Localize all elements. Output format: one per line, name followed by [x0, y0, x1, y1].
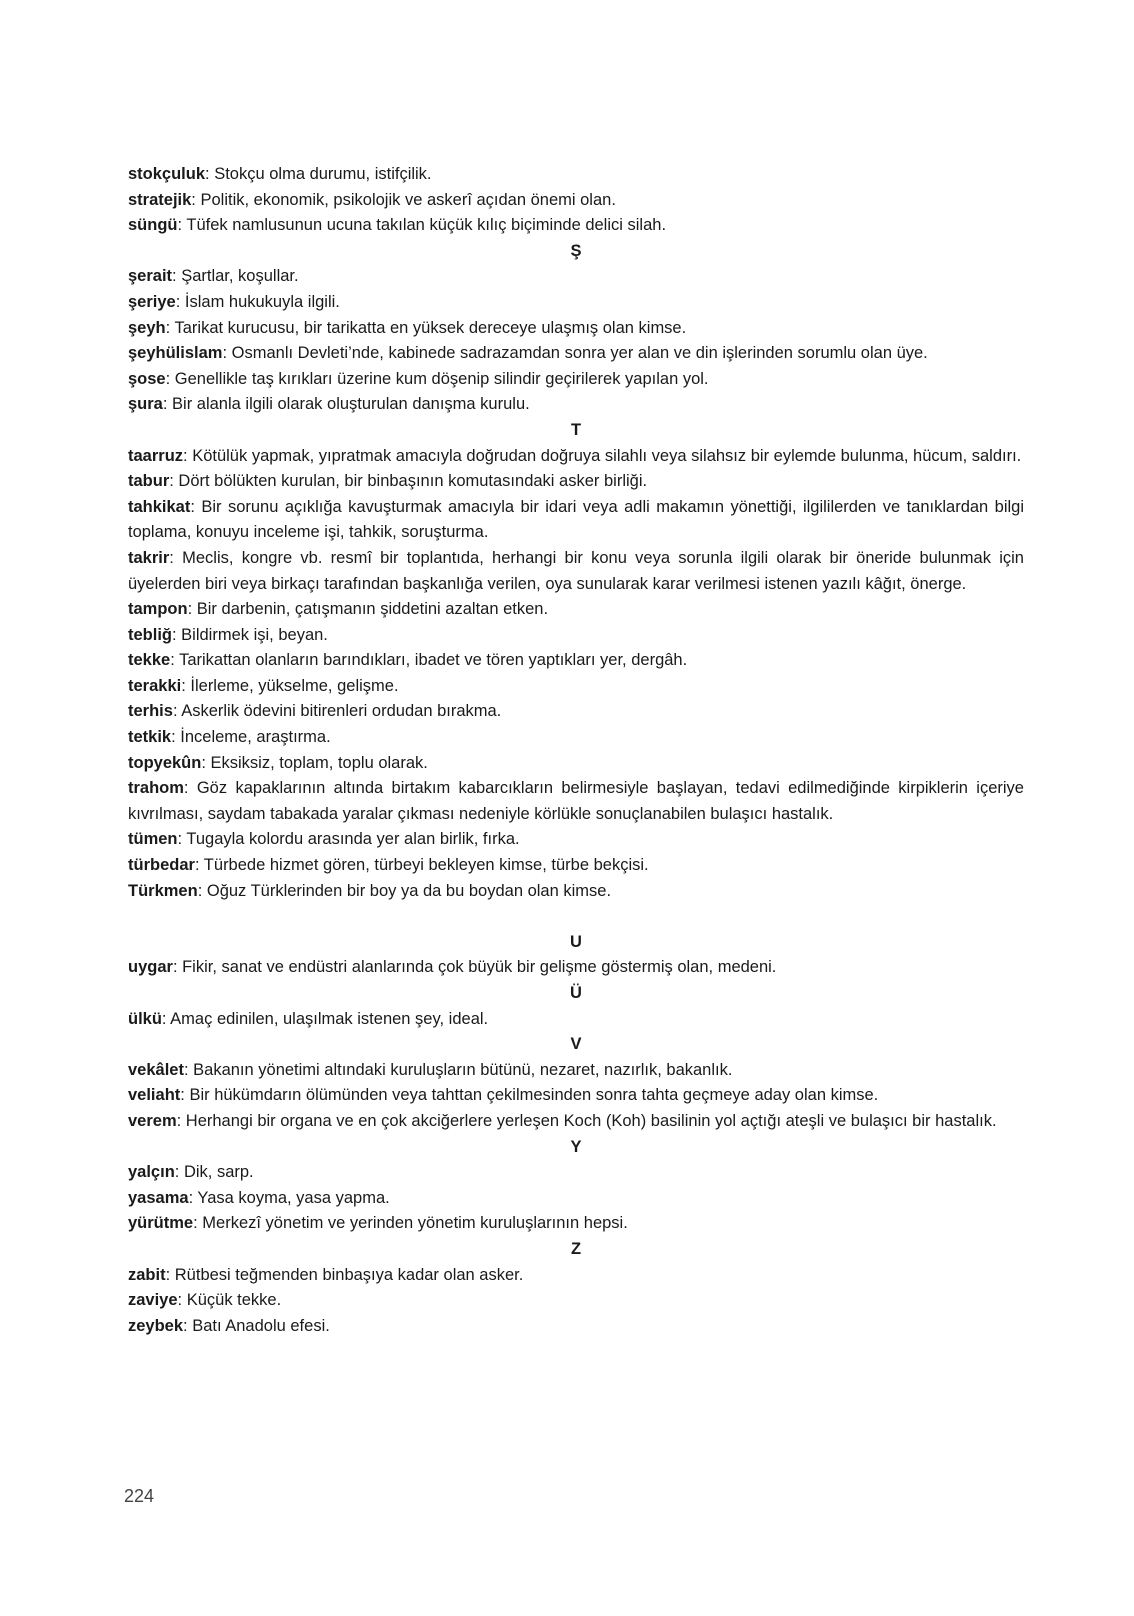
glossary-entry	[128, 546, 1024, 597]
glossary-term: Türkmen	[128, 881, 198, 900]
glossary-term: takrir	[128, 548, 170, 567]
glossary-entry	[128, 955, 1024, 981]
glossary-entry	[128, 1186, 1024, 1212]
glossary-entry	[128, 1263, 1024, 1289]
glossary-entry	[128, 188, 1024, 214]
glossary-entry	[128, 674, 1024, 700]
glossary-entry	[128, 699, 1024, 725]
glossary-term: tebliğ	[128, 625, 172, 644]
glossary-definition: : Tarikat kurucusu, bir tarikatta en yüksek dereceye ulaşmış olan kimse.	[165, 318, 687, 337]
glossary-definition: : Tarikattan olanların barındıkları, ibadet ve tören yaptıkları yer, dergâh.	[170, 651, 688, 670]
glossary-term: topyekûn	[128, 753, 202, 772]
glossary-term: tabur	[128, 472, 170, 491]
glossary-entry	[128, 264, 1024, 290]
glossary-definition: : Askerlik ödevini bitirenleri ordudan bırakma.	[172, 702, 502, 721]
glossary-entry	[128, 597, 1024, 623]
glossary-term: zabit	[128, 1265, 166, 1284]
glossary-definition: : Amaç edinilen, ulaşılmak istenen şey, ideal.	[161, 1009, 489, 1028]
glossary-entry	[128, 290, 1024, 316]
glossary-entry	[128, 853, 1024, 879]
glossary-term: yasama	[128, 1188, 189, 1207]
glossary-definition: : Osmanlı Devleti’nde, kabinede sadrazamdan sonra yer alan ve din işlerinden sorumlu olan üye.	[222, 344, 928, 363]
glossary-definition: : İlerleme, yükselme, gelişme.	[181, 676, 399, 695]
glossary-entry	[128, 1007, 1024, 1033]
glossary-definition: : İslam hukukuyla ilgili.	[175, 292, 340, 311]
glossary-definition: : Göz kapaklarının altında birtakım kabarcıkların belirmesiyle başlayan, tedavi edilmediğinde kirpiklerin içeriye kıvrılması, saydam tabakada yaralar çıkması nedeniyle körlükle sonuçlanabilen bulaşıcı hastalık.	[128, 779, 1024, 823]
glossary-definition: : Bir darbenin, çatışmanın şiddetini azaltan etken.	[187, 600, 549, 619]
glossary-definition: : İnceleme, araştırma.	[171, 728, 331, 747]
glossary-entry	[128, 1109, 1024, 1135]
glossary-term: türbedar	[128, 856, 195, 875]
glossary-entry	[128, 776, 1024, 827]
glossary-term: zeybek	[128, 1316, 184, 1335]
glossary-definition: : Bir sorunu açıklığa kavuşturmak amacıyla bir idari veya adli makamın yönettiği, ilgililerden ve tanıklardan bilgi toplama, konuyu inceleme işi, tahkik, soruşturma.	[128, 497, 1024, 542]
glossary-entry	[128, 392, 1024, 418]
glossary-definition: : Herhangi bir organa ve en çok akciğerlere yerleşen Koch (Koh) basilinin yol açtığı ateşli ve bulaşıcı bir hastalık.	[176, 1111, 997, 1130]
glossary-term: şerait	[128, 267, 173, 286]
glossary-definition: : Yasa koyma, yasa yapma.	[188, 1188, 390, 1207]
glossary-term: uygar	[128, 958, 173, 977]
glossary-entry	[128, 162, 1024, 188]
glossary-definition: : Tugayla kolordu arasında yer alan birlik, fırka.	[177, 830, 520, 849]
section-spacer	[128, 904, 1024, 930]
glossary-entry	[128, 725, 1024, 751]
glossary-definition: : Küçük tekke.	[177, 1291, 282, 1310]
glossary-term: terhis	[128, 702, 173, 721]
glossary-term: trahom	[128, 779, 184, 798]
glossary-definition: : Genellikle taş kırıkları üzerine kum döşenip silindir geçirilerek yapılan yol.	[165, 369, 709, 388]
glossary-term: tetkik	[128, 728, 172, 747]
glossary-term: şura	[128, 395, 163, 414]
glossary-definition: : Tüfek namlusunun ucuna takılan küçük kılıç biçiminde delici silah.	[177, 216, 667, 235]
glossary-definition: : Politik, ekonomik, psikolojik ve askerî açıdan önemi olan.	[191, 190, 616, 209]
glossary-entry	[128, 469, 1024, 495]
glossary-definition: : Bakanın yönetimi altındaki kuruluşların bütünü, nezaret, nazırlık, bakanlık.	[183, 1060, 733, 1079]
glossary	[128, 162, 1024, 1339]
glossary-term: vekâlet	[128, 1060, 184, 1079]
section-letter-heading: Z	[570, 1239, 582, 1258]
glossary-entry	[128, 367, 1024, 393]
glossary-entry	[128, 1083, 1024, 1109]
section-letter-heading: Y	[570, 1137, 582, 1156]
glossary-term: tahkikat	[128, 497, 191, 516]
glossary-entry	[128, 1058, 1024, 1084]
glossary-entry	[128, 1211, 1024, 1237]
glossary-definition: : Dik, sarp.	[174, 1163, 254, 1182]
glossary-entry	[128, 623, 1024, 649]
glossary-entry	[128, 1288, 1024, 1314]
glossary-definition: : Batı Anadolu efesi.	[183, 1316, 330, 1335]
glossary-term: yürütme	[128, 1214, 194, 1233]
glossary-term: ülkü	[128, 1009, 162, 1028]
glossary-term: tekke	[128, 651, 171, 670]
glossary-definition: : Fikir, sanat ve endüstri alanlarında çok büyük bir gelişme göstermiş olan, medeni.	[172, 958, 777, 977]
glossary-definition: : Oğuz Türklerinden bir boy ya da bu boydan olan kimse.	[197, 881, 612, 900]
glossary-entry	[128, 341, 1024, 367]
glossary-entry	[128, 648, 1024, 674]
glossary-term: verem	[128, 1111, 177, 1130]
section-letter-heading: T	[570, 420, 582, 439]
glossary-entry	[128, 827, 1024, 853]
glossary-term: şeyhülislam	[128, 344, 223, 363]
glossary-term: terakki	[128, 676, 182, 695]
glossary-entry	[128, 213, 1024, 239]
glossary-definition: : Türbede hizmet gören, türbeyi bekleyen kimse, türbe bekçisi.	[194, 856, 649, 875]
glossary-entry	[128, 316, 1024, 342]
glossary-entry	[128, 444, 1024, 470]
page-number: 224	[124, 1486, 155, 1506]
glossary-term: şeriye	[128, 292, 176, 311]
section-letter-heading: Ü	[570, 984, 582, 1002]
glossary-entry	[128, 495, 1024, 546]
glossary-definition: : Eksiksiz, toplam, toplu olarak.	[201, 753, 428, 772]
section-letter-heading: V	[570, 1035, 582, 1054]
glossary-term: süngü	[128, 216, 178, 235]
glossary-definition: : Bir hükümdarın ölümünden veya tahttan çekilmesinden sonra tahta geçmeye aday olan kimse.	[180, 1086, 879, 1105]
glossary-definition: : Dört bölükten kurulan, bir binbaşının komutasındaki asker birliği.	[169, 472, 648, 491]
glossary-term: stratejik	[128, 190, 192, 209]
glossary-term: tümen	[128, 830, 178, 849]
glossary-definition: : Meclis, kongre vb. resmî bir toplantıda, herhangi bir konu veya sorunla ilgili olarak bir öneride bulunmak için üyelerden biri veya birkaçı tarafından başkanlığa verilen, oya sunularak karar verilmesi istenen yazılı kâğıt, önerge.	[128, 548, 1024, 593]
glossary-term: yalçın	[128, 1163, 175, 1182]
glossary-term: veliaht	[128, 1086, 181, 1105]
glossary-term: zaviye	[128, 1291, 178, 1310]
glossary-definition: : Rütbesi teğmenden binbaşıya kadar olan asker.	[165, 1265, 524, 1284]
glossary-entry	[128, 1314, 1024, 1340]
glossary-term: şeyh	[128, 318, 166, 337]
glossary-entry	[128, 751, 1024, 777]
glossary-term: stokçuluk	[128, 165, 206, 183]
glossary-definition: : Bildirmek işi, beyan.	[172, 625, 328, 644]
glossary-entry	[128, 1160, 1024, 1186]
glossary-definition: : Şartlar, koşullar.	[172, 267, 299, 286]
section-letter-heading: Ş	[570, 241, 582, 260]
glossary-term: taarruz	[128, 446, 184, 465]
glossary-term: tampon	[128, 600, 188, 619]
glossary-definition: : Stokçu olma durumu, istifçilik.	[205, 165, 432, 183]
glossary-definition: : Merkezî yönetim ve yerinden yönetim kuruluşlarının hepsi.	[193, 1214, 628, 1233]
section-letter-heading: U	[570, 932, 582, 951]
glossary-entry	[128, 879, 1024, 905]
glossary-term: şose	[128, 369, 166, 388]
glossary-definition: : Kötülük yapmak, yıpratmak amacıyla doğrudan doğruya silahlı veya silahsız bir eylemde bulunma, hücum, saldırı.	[183, 446, 1022, 465]
glossary-definition: : Bir alanla ilgili olarak oluşturulan danışma kurulu.	[162, 395, 530, 414]
